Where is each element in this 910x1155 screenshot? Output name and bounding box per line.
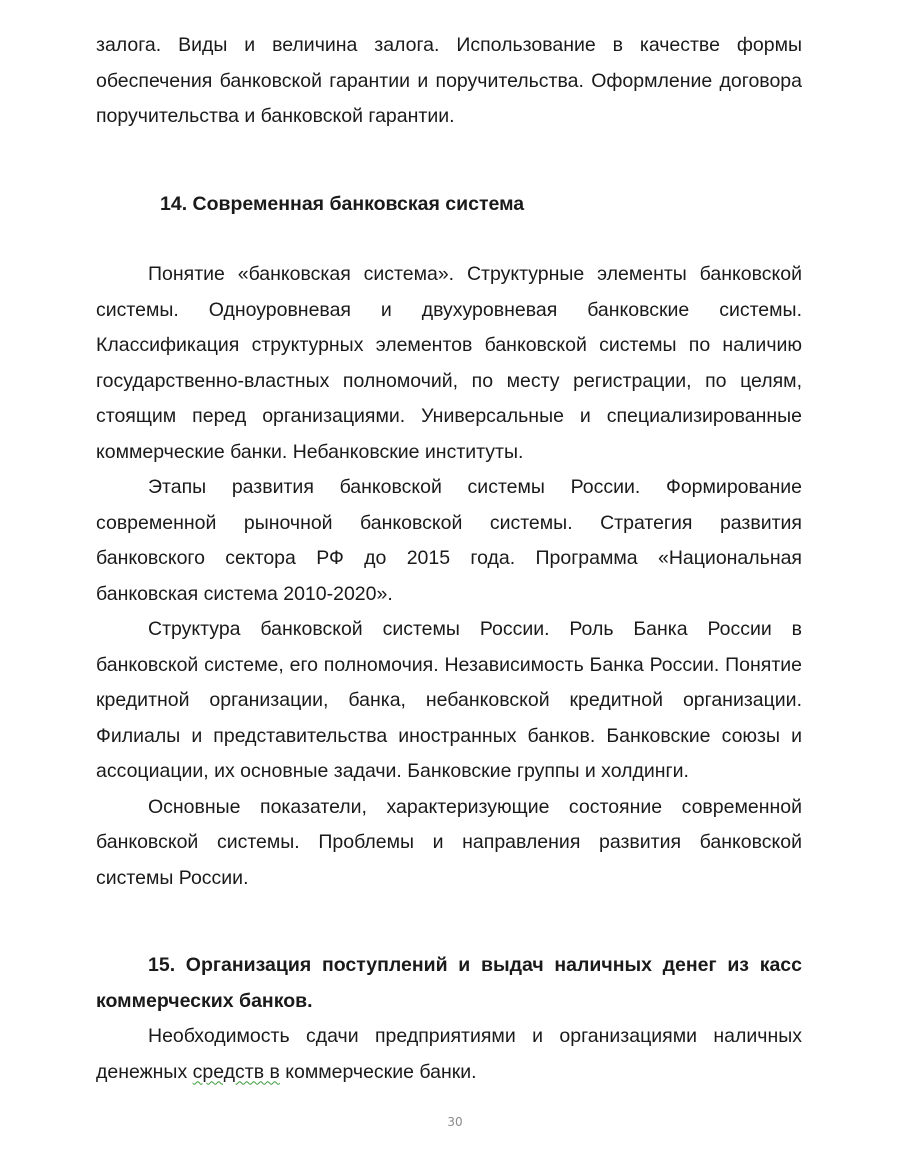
section-14-paragraph-2: Этапы развития банковской системы России. Формирование современной рыночной банковской системы. Стратегия развития банковского сектора РФ до 2015 года. Программа «Национальная банковская система 2010-2020». (96, 476, 802, 605)
page-number: 30 (447, 1115, 463, 1129)
section-15-text-start: Необходимость сдачи предприятиями и организациями наличных денежных (96, 1025, 802, 1083)
section-14-body (96, 257, 802, 896)
section-14-paragraph-3: Структура банковской системы России. Роль Банка России в банковской системе, его полномочия. Независимость Банка России. Понятие кредитной организации, банка, небанковской кредитной организации. Филиалы и представительства иностранных банков. Банковские союзы и ассоциации, их основные задачи. Банковские группы и холдинги. (96, 618, 802, 782)
section-15-paragraph (96, 1019, 802, 1090)
spellcheck-marked-text: средств в (192, 1060, 280, 1083)
section-15-heading: 15. Организация поступлений и выдач наличных денег из касс коммерческих банков. (96, 954, 802, 1012)
section-14-paragraph-4: Основные показатели, характеризующие состояние современной банковской системы. Проблемы и направления развития банковской системы России. (96, 795, 802, 889)
section-14-paragraph-1: Понятие «банковская система». Структурные элементы банковской системы. Одноуровневая и двухуровневая банковские системы. Классификация структурных элементов банковской системы по наличию государственно-властных полномочий, по месту регистрации, по целям, стоящим перед организациями. Универсальные и специализированные коммерческие банки. Небанковские институты. (96, 263, 802, 463)
section-14-heading: 14. Современная банковская система (160, 192, 525, 215)
intro-fragment-paragraph: залога. Виды и величина залога. Использование в качестве формы обеспечения банковской гарантии и поручительства. Оформление договора поручительства и банковской гарантии. (96, 34, 802, 127)
document-page (96, 28, 802, 1090)
section-15-text-end: коммерческие банки. (279, 1060, 477, 1083)
